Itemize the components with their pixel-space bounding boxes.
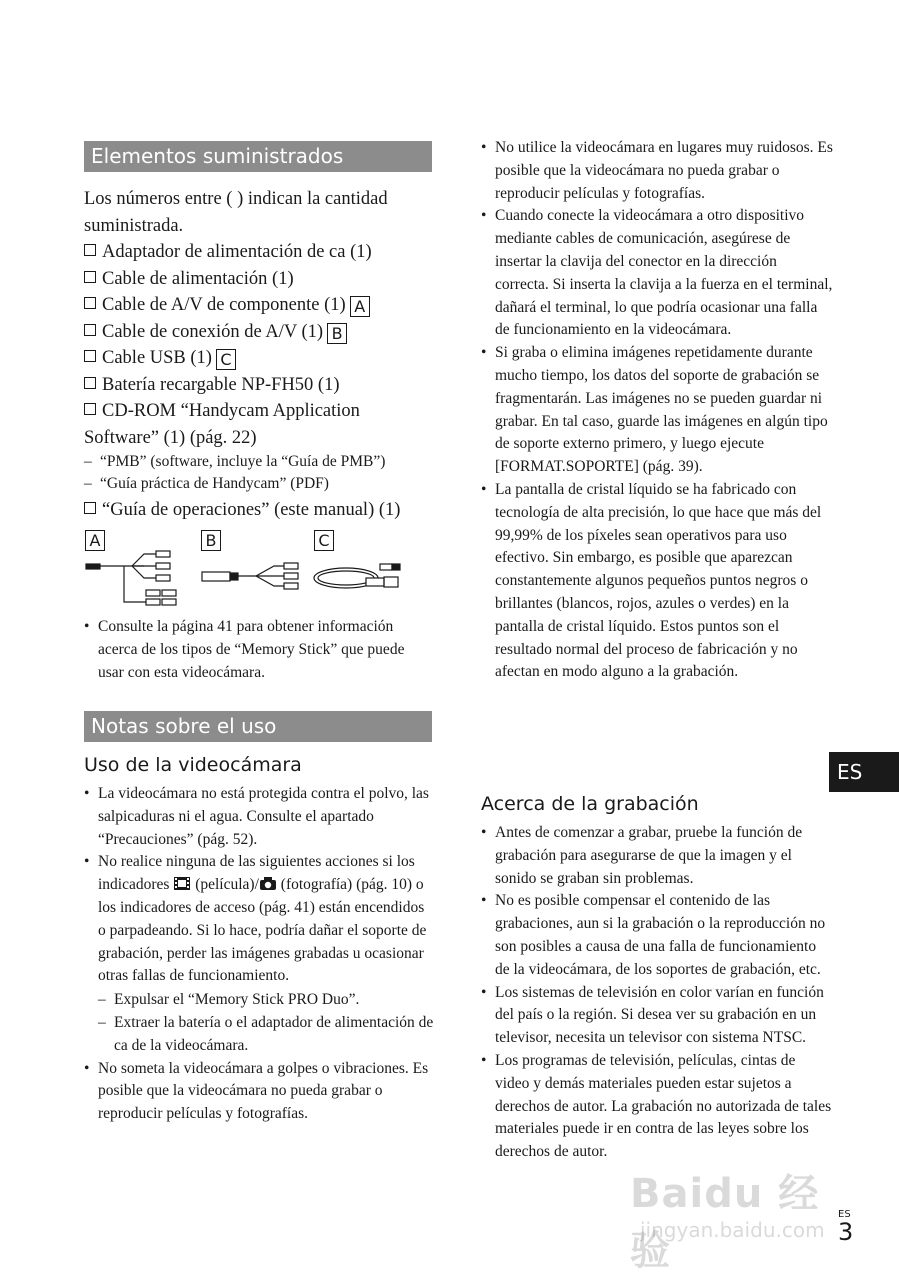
note-indicators: • No realice ninguna de las siguientes acciones si los indicadores (película)/ (fotografía) (pág. 10) o los indicadores de acceso (pág. 41) están encendidos o parpadeando. Si lo hace, podría dañar el soporte de grabación, perder las imágenes grabadas u ocasionar otras fallas de funcionamiento. – Expulsar el “Memory Stick PRO Duo”. – Extraer la batería o el adaptador de alimentación de ca de la videocámara. [84, 851, 434, 1057]
checkbox-square-icon [84, 271, 96, 283]
checkbox-square-icon [84, 297, 96, 309]
subheading-camera-use: Uso de la videocámara [84, 754, 302, 776]
badge-a: A [350, 296, 370, 317]
camera-photo-icon [259, 876, 277, 891]
dash-remove-battery: – Extraer la batería o el adaptador de alimentación de ca de la videocámara. [98, 1012, 434, 1058]
note-lcd-screen: • La pantalla de cristal líquido se ha fabricado con tecnología de alta precisión, lo que hace que más del 99,99% de los píxeles sean operativos para uso efectivo. Sin embargo, es posible que aparezcan constantemente algunos pequeños puntos negros o brillantes (blancos, rojos, azules o verdes) en la pantalla de cristal líquido. Estos puntos son el resultado normal del proceso de fabricación y no afectan en modo alguno a la grabación. [481, 479, 833, 684]
av-connecting-cable-icon [202, 563, 298, 589]
checkbox-square-icon [84, 324, 96, 336]
item-power-cord: Cable de alimentación (1) [84, 266, 434, 293]
item-av-connecting-cable: Cable de conexión de A/V (1) B [84, 319, 434, 346]
checkbox-square-icon [84, 244, 96, 256]
right-notes-top [481, 137, 833, 684]
subheading-recording: Acerca de la grabación [481, 793, 699, 815]
checkbox-square-icon [84, 350, 96, 362]
checkbox-square-icon [84, 403, 96, 415]
section-title-supplied-items: Elementos suministrados [84, 141, 432, 172]
note-tv-systems: • Los sistemas de televisión en color varían en función del país o la región. Si desea ver su grabación en un televisor, necesita un televisor con sistema NTSC. [481, 982, 833, 1050]
movie-film-icon [173, 876, 191, 891]
component-av-cable-icon [86, 551, 176, 605]
note-connect-device: • Cuando conecte la videocámara a otro dispositivo mediante cables de comunicación, asegúrese de insertar la clavija del conector en la dirección correcta. Si inserta la clavija a la fuerza en el terminal, dañará el terminal, lo que podría ocasionar una falla de funcionamiento en la videocámara. [481, 205, 833, 342]
figure-label-a: A [85, 530, 105, 551]
item-operating-guide: “Guía de operaciones” (este manual) (1) [84, 497, 434, 524]
item-usb-cable: Cable USB (1) C [84, 345, 434, 372]
page-language-label: ES [838, 1209, 851, 1220]
cd-rom-subitems [84, 451, 434, 495]
memory-stick-note [84, 616, 434, 684]
usb-cable-icon [314, 564, 400, 588]
note-no-compensation: • No es posible compensar el contenido de las grabaciones, aun si la grabación o la reproducción no son posibles a causa de una falla de funcionamiento de la videocámara, de los soportes de grabación, etc. [481, 890, 833, 981]
checkbox-square-icon [84, 502, 96, 514]
checkbox-square-icon [84, 377, 96, 389]
cable-illustrations [84, 550, 414, 615]
dash-eject-memory-stick: – Expulsar el “Memory Stick PRO Duo”. [98, 989, 434, 1012]
item-cd-rom: CD-ROM “Handycam Application Software” (1) (pág. 22) [84, 401, 360, 448]
watermark-url: jingyan.baidu.com [640, 1218, 825, 1242]
recording-notes [481, 822, 833, 1164]
intro-text: Los números entre ( ) indican la cantidad suministrada. [84, 189, 388, 236]
item-ac-adaptor: Adaptador de alimentación de ca (1) [84, 239, 434, 266]
camera-use-notes [84, 783, 434, 1126]
figure-label-b: B [201, 530, 221, 551]
item-battery: Batería recargable NP-FH50 (1) [84, 372, 434, 399]
section-title-usage-notes: Notas sobre el uso [84, 711, 432, 742]
note-fragmentation: • Si graba o elimina imágenes repetidamente durante mucho tiempo, los datos del soporte de grabación se fragmentarán. Las imágenes no se pueden guardar ni grabar. En tal caso, guarde las imágenes en algún tipo de soporte externo primero, y luego ejecute [FORMAT.SOPORTE] (pág. 39). [481, 342, 833, 479]
note-noisy-places: • No utilice la videocámara en lugares muy ruidosos. Es posible que la videocámara no pueda grabar o reproducir películas y fotografías. [481, 137, 833, 205]
subitem-handycam-guide: – “Guía práctica de Handycam” (PDF) [84, 473, 434, 495]
supplied-items-list [84, 186, 434, 524]
language-tab: ES [829, 752, 899, 792]
baidu-watermark [600, 1140, 860, 1274]
note-copyright: • Los programas de televisión, películas, cintas de video y demás materiales pueden estar sujetos a derechos de autor. La grabación no autorizada de tales materiales puede ir en contra de las leyes sobre los derechos de autor. [481, 1050, 833, 1164]
page-number: 3 [838, 1218, 854, 1246]
badge-b: B [327, 323, 347, 344]
figure-label-c: C [314, 530, 334, 551]
subitem-pmb: – “PMB” (software, incluye la “Guía de PMB”) [84, 451, 434, 473]
watermark-logo: Baidu 经验 [630, 1171, 820, 1274]
indicator-dash-list [98, 989, 434, 1057]
note-test-recording: • Antes de comenzar a grabar, pruebe la función de grabación para asegurarse de que la imagen y el sonido se graban sin problemas. [481, 822, 833, 890]
note-dust-water: • La videocámara no está protegida contra el polvo, las salpicaduras ni el agua. Consulte el apartado “Precauciones” (pág. 52). [84, 783, 434, 851]
note-shocks: • No someta la videocámara a golpes o vibraciones. Es posible que la videocámara no pueda grabar o reproducir películas y fotografías. [84, 1058, 434, 1126]
item-component-av-cable: Cable de A/V de componente (1) A [84, 292, 434, 319]
memory-stick-note-text: • Consulte la página 41 para obtener información acerca de los tipos de “Memory Stick” que puede usar con esta videocámara. [84, 616, 434, 684]
badge-c: C [216, 349, 236, 370]
